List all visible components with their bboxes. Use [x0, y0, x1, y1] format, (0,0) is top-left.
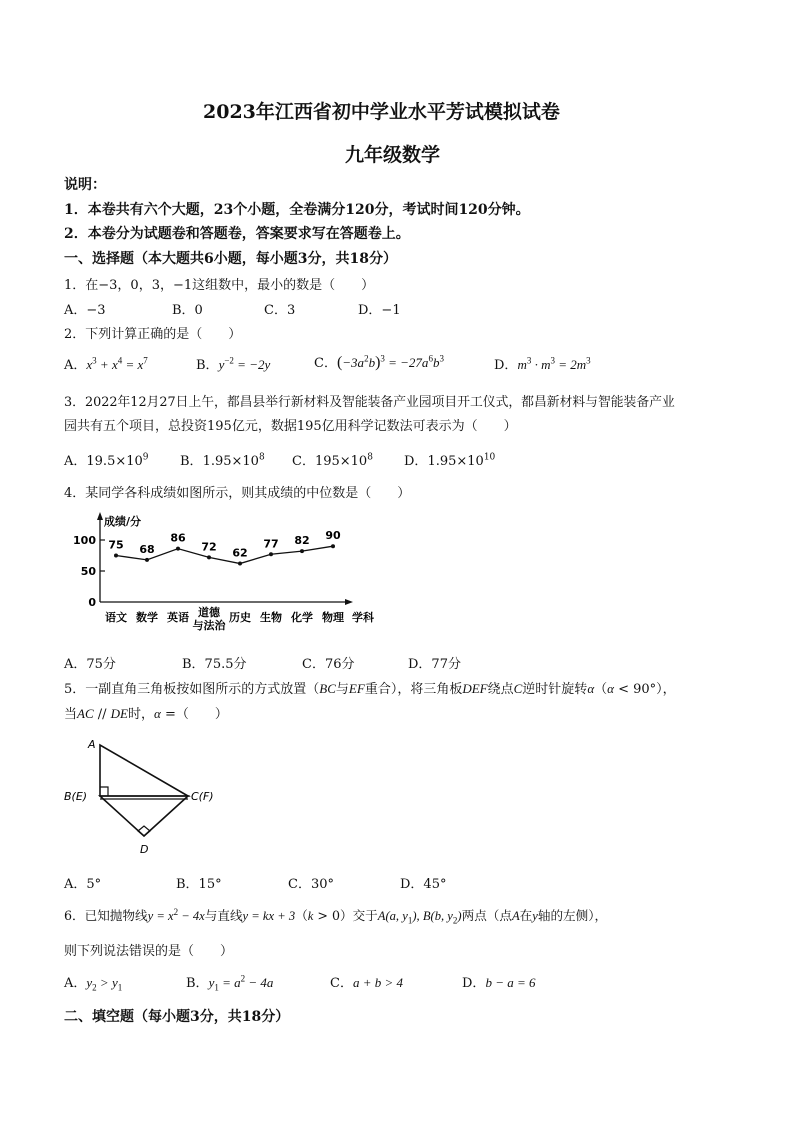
text: 6．已知抛物线: [64, 908, 148, 923]
text: 逆时针旋转: [522, 682, 588, 697]
text: 轴的左侧），: [537, 908, 608, 923]
q5-option-b: B．15°: [176, 877, 222, 892]
data-point: [114, 554, 118, 558]
data-label: 77: [263, 537, 279, 551]
category-label: [229, 610, 251, 624]
data-point: [300, 549, 304, 553]
q3-option-b: [180, 450, 265, 469]
math: （α < 90°），: [594, 681, 676, 697]
option-label: B．: [180, 454, 203, 469]
q5-stem-line1: [64, 678, 676, 697]
formula: b − a = 6: [485, 975, 536, 990]
formula: $1.95\times 10^8$: [202, 452, 265, 469]
option-label: B．: [196, 358, 219, 373]
text: 重合），将三角板: [364, 682, 463, 697]
data-label: 90: [325, 529, 341, 543]
option-label: B．: [186, 976, 209, 991]
q2-option-c: [314, 352, 444, 372]
data-label: 75: [108, 538, 124, 552]
math: y = kx + 3: [242, 909, 296, 923]
data-label: 82: [294, 534, 310, 548]
q2-stem: 2．下列计算正确的是（ ）: [64, 327, 242, 342]
q1-option-c: C．3: [264, 303, 296, 318]
q3-option-c: [292, 450, 373, 469]
right-angle-mark-d: [138, 826, 150, 836]
math: BC: [319, 681, 336, 696]
q1-option-a: A．−3: [64, 303, 106, 318]
q3-option-a: [64, 450, 149, 469]
data-point: [207, 555, 211, 559]
category-label-line: 生物: [260, 611, 282, 624]
text: 与直线: [204, 908, 243, 923]
text: 当: [64, 707, 78, 722]
option-label: C．: [292, 454, 315, 469]
instruction-item: 1．本卷共有六个大题，23个小题，全卷满分120分，考试时间120分钟。: [64, 202, 530, 218]
q1-option-d: D．−1: [358, 303, 401, 318]
data-label: 68: [139, 542, 155, 556]
x-axis-arrow: [345, 599, 353, 605]
exam-subtitle: 九年级数学: [345, 144, 441, 166]
category-label-line: 物理: [322, 611, 344, 624]
math: A: [511, 909, 520, 923]
q1-stem: 1．在−3，0，3，−1这组数中，最小的数是（ ）: [64, 278, 375, 293]
formula: $(-3a^2b)^3 = -27a^6b^3$: [336, 353, 444, 371]
data-point: [238, 562, 242, 566]
math: A(a, $y_1$), B(b, $y_2$): [377, 909, 462, 926]
y-tick-label: 0: [88, 596, 96, 609]
category-label: [290, 610, 313, 624]
math: （k > 0）: [295, 908, 353, 923]
math: y: [532, 909, 538, 923]
category-label: [322, 610, 345, 624]
q5-option-d: D．45°: [400, 877, 447, 892]
q2-option-a: [64, 354, 148, 373]
q4-option-a: A．75分: [64, 657, 116, 672]
formula: $x^3 + x^4 = x^7$: [86, 355, 148, 372]
formula: $19.5\times 10^9$: [86, 452, 149, 469]
math: DEF: [462, 681, 488, 696]
section2-heading: 二、填空题（每小题3分，共18分）: [64, 1009, 290, 1025]
option-label: A．: [64, 976, 87, 991]
q6-option-d: [462, 972, 535, 991]
category-label-line: 道德: [198, 606, 220, 619]
category-label-line: 数学: [136, 611, 158, 624]
math: α: [587, 681, 595, 696]
formula: $195\times 10^8$: [314, 452, 373, 469]
formula: $y_1 = a^2 - 4a$: [208, 973, 274, 993]
q6-option-c: [330, 972, 403, 991]
q4-option-b: B．75.5分: [182, 657, 247, 672]
y-tick-label: 50: [80, 565, 96, 578]
q5-stem-line2: [64, 703, 228, 722]
math: α: [154, 706, 161, 721]
data-label: 62: [232, 546, 248, 560]
math: $y = x^2 - 4x$: [147, 906, 205, 923]
math: =（ ）: [160, 707, 228, 722]
data-label: 86: [170, 531, 186, 545]
category-label: [167, 610, 189, 624]
text: 5．一副直角三角板按如图所示的方式放置（: [64, 682, 320, 697]
q4-stem: 4．某同学各科成绩如图所示，则其成绩的中位数是（ ）: [64, 486, 411, 501]
math: C: [513, 681, 523, 696]
q3-stem-line1: 3．2022年12月27日上午，都昌县举行新材料及智能装备产业园项目开工仪式，都昌新材料与智能装备产业: [64, 395, 675, 410]
category-label: [105, 610, 127, 624]
label-d: D: [140, 843, 149, 856]
category-label-line: 语文: [105, 611, 127, 624]
option-label: D．: [404, 454, 428, 469]
y-tick-label: 100: [73, 534, 96, 547]
triangle-def: [100, 796, 188, 836]
category-label-line: 历史: [229, 611, 251, 624]
category-label: [260, 610, 282, 624]
math: DE: [110, 706, 129, 721]
q2-option-d: [494, 354, 591, 373]
option-label: D．: [462, 976, 486, 991]
triangle-figure: [64, 732, 244, 862]
category-label: [136, 610, 158, 624]
q4-option-c: C．76分: [302, 657, 355, 672]
q5-option-c: C．30°: [288, 877, 334, 892]
formula: $y^{-2} = -2y$: [218, 355, 271, 372]
option-label: A．: [64, 454, 87, 469]
label-a: A: [88, 738, 96, 751]
text: 时，: [128, 707, 155, 722]
q6-stem-line2: 则下列说法错误的是（ ）: [64, 944, 234, 959]
category-label-line: 英语: [167, 611, 189, 624]
text: 绕点: [487, 682, 514, 697]
q1-option-b: B．0: [172, 303, 203, 318]
q6-option-b: [186, 972, 273, 993]
q3-stem-line2: 园共有五个项目，总投资195亿元，数据195亿用科学记数法可表示为（ ）: [64, 419, 517, 434]
data-label: 72: [201, 540, 217, 554]
q6-stem-line1: [64, 905, 607, 926]
formula: $y_2 > y_1$: [86, 975, 123, 993]
label-b: B(E): [64, 790, 88, 803]
text: 两点（点: [461, 908, 512, 923]
data-point: [145, 558, 149, 562]
y-axis-arrow: [97, 512, 103, 520]
right-angle-mark-b: [100, 787, 108, 796]
instruction-item: 2．本卷分为试题卷和答题卷，答案要求写在答题卷上。: [64, 226, 410, 242]
formula: $1.95\times 10^{10}$: [427, 452, 496, 469]
triangle-abc: [100, 745, 188, 796]
math: EF: [348, 681, 365, 696]
text: 与: [335, 682, 349, 697]
formula: $m^3 \cdot m^3 = 2m^3$: [517, 355, 591, 372]
data-point: [331, 544, 335, 548]
option-label: C．: [314, 356, 337, 371]
math: //: [93, 707, 111, 722]
formula: a + b > 4: [352, 975, 403, 990]
y-axis-title: 成绩/分: [104, 515, 142, 528]
section1-heading: 一、选择题（本大题共6小题，每小题3分，共18分）: [64, 251, 397, 267]
text: 交于: [352, 908, 378, 923]
x-axis-title: 学科: [352, 611, 374, 624]
label-c: C(F): [191, 790, 214, 803]
q5-option-a: A．5°: [64, 877, 102, 892]
q2-option-b: [196, 354, 270, 373]
option-label: D．: [494, 358, 518, 373]
category-label-line: 化学: [291, 611, 313, 624]
option-label: C．: [330, 976, 353, 991]
exam-title: 2023年江西省初中学业水平芳试模拟试卷: [203, 101, 560, 123]
q4-option-d: D．77分: [408, 657, 461, 672]
text: 在: [519, 908, 533, 923]
category-label: [193, 605, 227, 632]
q3-option-d: [404, 450, 495, 469]
math: AC: [77, 706, 94, 721]
q6-option-a: [64, 972, 122, 993]
score-line-chart: [64, 506, 394, 644]
option-label: A．: [64, 358, 87, 373]
instructions-label: 说明：: [64, 177, 106, 193]
category-label-line: 与法治: [192, 619, 226, 632]
data-point: [269, 552, 273, 556]
data-point: [176, 547, 180, 551]
